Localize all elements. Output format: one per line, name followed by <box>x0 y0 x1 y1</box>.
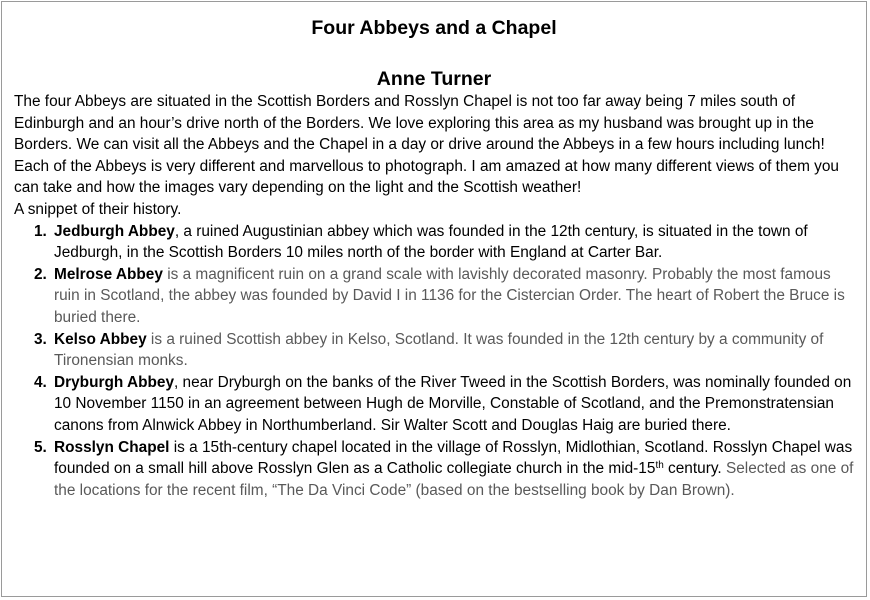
abbey-description-cont: century. <box>663 460 722 478</box>
abbey-name: Dryburgh Abbey <box>54 373 174 391</box>
article-body <box>14 91 860 501</box>
list-item-jedburgh <box>34 221 860 264</box>
abbey-name: Jedburgh Abbey <box>54 222 175 240</box>
list-item-melrose <box>34 264 860 329</box>
list-item-dryburgh <box>34 372 860 437</box>
abbey-description: , a ruined Augustinian abbey which was founded in the 12th century, is situated in the town of Jedburgh, in the Scottish Borders 10 miles north of the border with England at Carter Bar. <box>54 222 808 262</box>
document-page <box>1 1 867 597</box>
intro-paragraph-3: A snippet of their history. <box>14 200 182 218</box>
page-title: Four Abbeys and a Chapel <box>311 17 557 39</box>
abbey-description: is a magnificent ruin on a grand scale with lavishly decorated masonry. Probably the most famous ruin in Scotland, the abbey was founded by David I in 1136 for the Cistercian Order. The heart of Robert the Bruce is buried there. <box>54 265 845 326</box>
list-number: 2. <box>34 265 47 283</box>
abbey-name: Rosslyn Chapel <box>54 438 170 456</box>
intro-paragraph-2: Each of the Abbeys is very different and marvellous to photograph. I am amazed at how many different views of them you can take and how the images vary depending on the light and the Scottish weather! <box>14 157 839 197</box>
abbey-name: Kelso Abbey <box>54 330 147 348</box>
list-number: 5. <box>34 438 47 456</box>
list-number: 4. <box>34 373 47 391</box>
abbey-description: , near Dryburgh on the banks of the River Tweed in the Scottish Borders, was nominally founded on 10 November 1150 in an agreement between Hugh de Morville, Constable of Scotland, and the Premonstratensian canons from Alnwick Abbey in Northumberland. Sir Walter Scott and Douglas Haig are buried there. <box>54 373 852 434</box>
list-item-kelso <box>34 329 860 372</box>
author-name: Anne Turner <box>376 68 492 90</box>
abbey-list <box>14 221 860 502</box>
abbey-name: Melrose Abbey <box>54 265 163 283</box>
list-number: 3. <box>34 330 47 348</box>
ordinal-suffix: th <box>655 460 664 472</box>
abbey-description: is a ruined Scottish abbey in Kelso, Scotland. It was founded in the 12th century by a community of Tironensian monks. <box>54 330 824 370</box>
abbey-description-note: Selected as one of the locations for the recent film, “The Da Vinci Code” (based on the bestselling book by Dan Brown). <box>54 460 854 499</box>
intro-paragraph-1: The four Abbeys are situated in the Scottish Borders and Rosslyn Chapel is not too far away being 7 miles south of Edinburgh and an hour’s drive north of the Borders. We love exploring this area as my husband was brought up in the Borders. We can visit all the Abbeys and the Chapel in a day or drive around the Abbeys in a few hours including lunch! <box>14 93 825 154</box>
list-item-rosslyn <box>34 437 860 502</box>
abbey-description: is a 15th-century chapel located in the village of Rosslyn, Midlothian, Scotland. Rosslyn Chapel was founded on a small hill above Rosslyn Glen as a Catholic collegiate church in the mid-15 <box>54 438 853 478</box>
list-number: 1. <box>34 222 47 240</box>
